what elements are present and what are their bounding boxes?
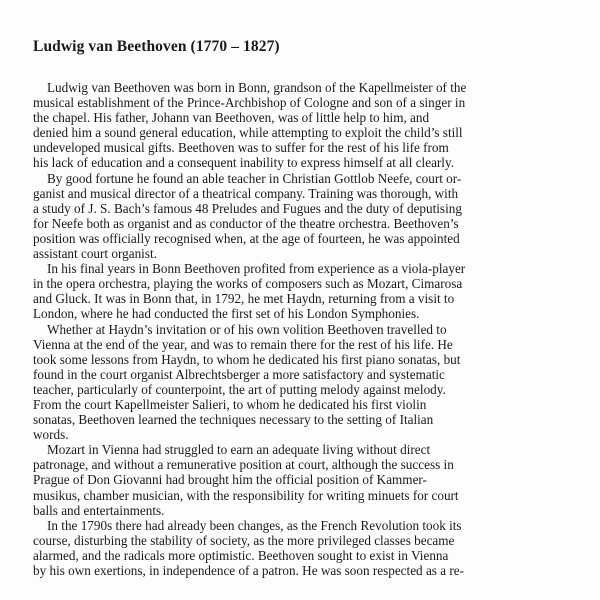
- text-line: denied him a sound general education, while attempting to exploit the child’s still: [33, 125, 463, 141]
- text-line: musikus, chamber musician, with the responsibility for writing minuets for court: [33, 487, 459, 503]
- text-line: a study of J. S. Bach’s famous 48 Preludes and Fugues and the duty of deputising: [33, 200, 462, 216]
- text-line: ganist and musical director of a theatrical company. Training was thorough, with: [33, 185, 459, 201]
- text-line: found in the court organist Albrechtsberger a more satisfactory and systematic: [33, 366, 445, 382]
- text-line: Whether at Haydn’s invitation or of his own volition Beethoven travelled to: [47, 321, 447, 337]
- text-line: assistant court organist.: [33, 246, 157, 262]
- text-line: sonatas, Beethoven learned the techniques necessary to the setting of Italian: [33, 412, 434, 428]
- text-line: By good fortune he found an able teacher in Christian Gottlob Neefe, court or-: [47, 170, 462, 186]
- text-line: alarmed, and the radicals more optimistic. Beethoven sought to exist in Vienna: [33, 547, 449, 563]
- text-line: for Neefe both as organist and as conductor of the theatre orchestra. Beethoven’s: [33, 215, 459, 231]
- text-line: London, where he had conducted the first set of his London Symphonies.: [33, 306, 420, 322]
- paragraph: [33, 80, 553, 171]
- text-line: Vienna at the end of the year, and was to remain there for the rest of his life. He: [33, 336, 453, 352]
- paragraph: [33, 322, 553, 443]
- text-line: musical establishment of the Prince-Archbishop of Cologne and son of a singer in: [33, 95, 466, 111]
- text-line: patronage, and without a remunerative position at court, although the success in: [33, 457, 454, 473]
- text-line: position was officially recognised when, at the age of fourteen, he was appointed: [33, 230, 460, 246]
- text-line: and Gluck. It was in Bonn that, in 1792, he met Haydn, returning from a visit to: [33, 291, 455, 307]
- text-line: Mozart in Vienna had struggled to earn an adequate living without direct: [47, 442, 431, 458]
- text-line: undeveloped musical gifts. Beethoven was to suffer for the rest of his life from: [33, 140, 449, 156]
- text-line: took some lessons from Haydn, to whom he dedicated his first piano sonatas, but: [33, 351, 461, 367]
- text-line: Ludwig van Beethoven was born in Bonn, grandson of the Kapellmeister of the: [47, 80, 467, 95]
- text-line: course, disturbing the stability of society, as the more privileged classes became: [33, 532, 455, 548]
- paragraph: [33, 261, 553, 321]
- text-line: in the opera orchestra, playing the works of composers such as Mozart, Cimarosa: [33, 276, 463, 292]
- text-line: Prague of Don Giovanni had brought him the official position of Kammer-: [33, 472, 427, 488]
- paragraph: [33, 171, 553, 262]
- paragraph: [33, 442, 553, 517]
- text-line: teacher, particularly of counterpoint, the art of putting melody against melody.: [33, 381, 446, 397]
- text-line: In his final years in Bonn Beethoven profited from experience as a viola-player: [47, 261, 466, 277]
- text-line: balls and entertainments.: [33, 502, 165, 518]
- text-line: From the court Kapellmeister Salieri, to whom he dedicated his first violin: [33, 396, 427, 412]
- paragraph: [33, 518, 553, 578]
- text-line: words.: [33, 427, 69, 443]
- text-line: the chapel. His father, Johann van Beethoven, was of little help to him, and: [33, 110, 430, 126]
- text-line: his lack of education and a consequent inability to express himself at all clearly.: [33, 155, 455, 171]
- document-body: [33, 80, 553, 578]
- text-line: by his own exertions, in independence of a patron. He was soon respected as a re-: [33, 563, 465, 578]
- text-line: In the 1790s there had already been changes, as the French Revolution took its: [47, 517, 462, 533]
- document-heading: Ludwig van Beethoven (1770 – 1827): [33, 38, 280, 55]
